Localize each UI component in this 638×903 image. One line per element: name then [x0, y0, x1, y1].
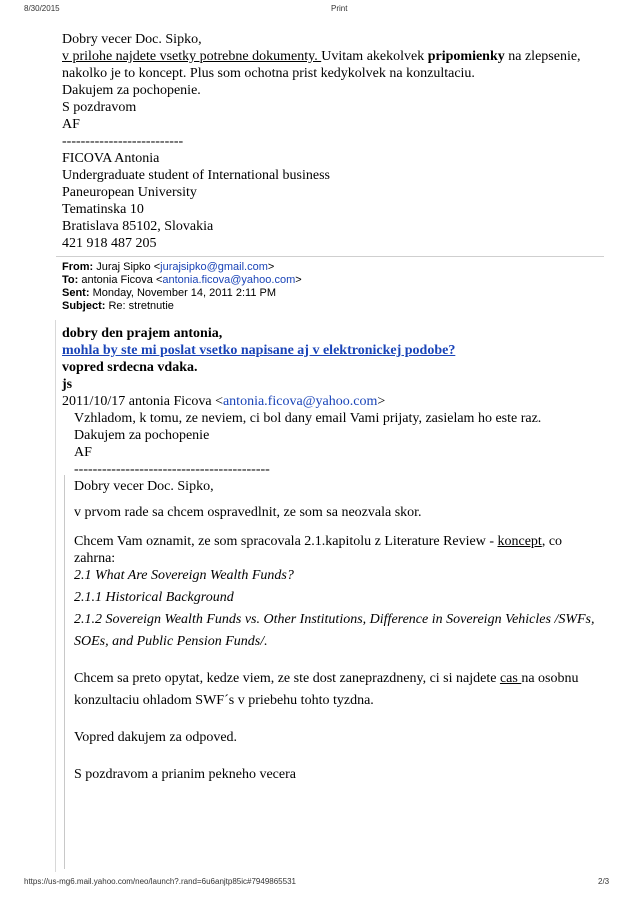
sent-label: Sent: — [62, 287, 90, 299]
sig-street: Tematinska 10 — [62, 202, 144, 217]
from-row — [62, 261, 602, 274]
text: na zlepsenie, — [504, 49, 581, 64]
reply-line-4: js — [62, 377, 73, 392]
initials: AF — [62, 117, 80, 132]
quote-line-3: AF — [74, 445, 92, 460]
text: > — [377, 394, 386, 409]
from-label: From: — [62, 261, 94, 273]
sig-phone: 421 918 487 205 — [62, 236, 157, 251]
quote-p2 — [74, 533, 602, 567]
text: > — [295, 274, 302, 286]
to-name: antonia Ficova < — [81, 274, 163, 286]
quote-p1: v prvom rade sa chcem ospravedlnit, ze som sa neozvala skor. — [74, 505, 422, 520]
sig-university: Paneuropean University — [62, 185, 197, 200]
quoted-message — [74, 410, 602, 783]
quote-line-1: Vzhladom, k tomu, ze neviem, ci bol dany email Vami prijaty, zasielam ho este raz. — [74, 411, 542, 426]
to-row — [62, 274, 602, 287]
quote-p5: S pozdravom a prianim pekneho vecera — [74, 767, 296, 782]
signature-separator: -------------------------- — [62, 134, 184, 149]
quote-header — [62, 393, 602, 410]
reply-line-2: mohla by ste mi poslat vsetko napisane aj v elektronickej podobe? — [62, 343, 456, 358]
quote-p3 — [74, 670, 602, 687]
footer-page: 2/3 — [598, 877, 610, 886]
from-name: Juraj Sipko < — [96, 261, 161, 273]
to-label: To: — [62, 274, 79, 286]
sent-row — [62, 287, 602, 300]
quote-separator: ------------------------------------------ — [74, 462, 270, 477]
footer-url: https://us-mg6.mail.yahoo.com/neo/launch?.rand=6u6anjtp85ic#7949865531 — [24, 877, 296, 886]
text: > — [267, 261, 275, 273]
bold-word: pripomienky — [427, 49, 505, 64]
concept-link-text: koncept — [497, 534, 542, 549]
regards: S pozdravom — [62, 100, 137, 115]
print-date: 8/30/2015 — [24, 4, 60, 13]
attachments-link-text: v prilohe najdete vsetky potrebne dokumenty. — [62, 49, 322, 64]
cas-text: cas — [499, 671, 522, 686]
subject-row — [62, 300, 602, 313]
quote-bar-outer — [55, 320, 56, 872]
paragraph-line2: nakolko je to koncept. Plus som ochotna prist kedykolvek na konzultaciu. — [62, 66, 475, 81]
reply-line-1: dobry den prajem antonia, — [62, 326, 223, 341]
paragraph-attachments — [62, 48, 602, 65]
text: Uvitam akekolvek — [321, 49, 428, 64]
text: 2011/10/17 antonia Ficova < — [62, 394, 223, 409]
from-email-link[interactable]: jurajsipko@gmail.com — [160, 261, 268, 273]
text: Chcem sa preto opytat, kedze viem, ze ste dost zaneprazdneny, ci si najdete — [74, 671, 500, 686]
email-body — [62, 31, 602, 783]
reply-line-3: vopred srdecna vdaka. — [62, 360, 198, 375]
sig-title: Undergraduate student of International business — [62, 168, 331, 183]
quote-p4: Vopred dakujem za odpoved. — [74, 730, 238, 745]
sig-name: FICOVA Antonia — [62, 151, 160, 166]
divider — [56, 256, 604, 257]
toc-2: 2.1.1 Historical Background — [74, 590, 234, 605]
quote-p3-line2: konzultaciu ohladom SWF´s v priebehu tohto tyzdna. — [74, 693, 374, 708]
greeting: Dobry vecer Doc. Sipko, — [62, 32, 202, 47]
to-email-link[interactable]: antonia.ficova@yahoo.com — [162, 274, 296, 286]
toc-4: SOEs, and Public Pension Funds/. — [74, 634, 268, 649]
toc-3: 2.1.2 Sovereign Wealth Funds vs. Other Institutions, Difference in Sovereign Vehicles /SWFs, — [74, 612, 595, 627]
message-meta — [62, 261, 602, 313]
toc-1: 2.1 What Are Sovereign Wealth Funds? — [74, 568, 294, 583]
sig-city: Bratislava 85102, Slovakia — [62, 219, 214, 234]
text: , co zahrna: — [74, 534, 563, 566]
sent-value: Monday, November 14, 2011 2:11 PM — [92, 287, 276, 299]
subject-value: Re: stretnutie — [108, 300, 174, 312]
text: Chcem Vam oznamit, ze som spracovala 2.1.kapitolu z Literature Review - — [74, 534, 498, 549]
thanks: Dakujem za pochopenie. — [62, 83, 201, 98]
print-title: Print — [331, 4, 348, 13]
quote-line-2: Dakujem za pochopenie — [74, 428, 210, 443]
quote-email-link[interactable]: antonia.ficova@yahoo.com — [222, 394, 378, 409]
quote-line-4: Dobry vecer Doc. Sipko, — [74, 479, 214, 494]
subject-label: Subject: — [62, 300, 106, 312]
text: na osobnu — [521, 671, 579, 686]
